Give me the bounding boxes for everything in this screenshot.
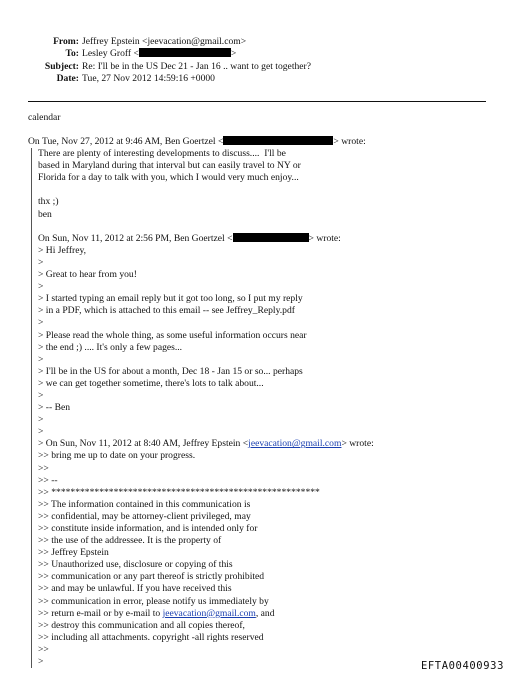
to-suffix: > [230, 48, 237, 60]
quote-line: >> ******************************************************** [38, 486, 320, 498]
header-divider [28, 101, 486, 102]
quote-line: >> [38, 643, 49, 655]
quote-line: >> The information contained in this communication is [38, 498, 251, 510]
email-link[interactable]: jeevacation@gmail.com [162, 607, 256, 619]
quote-line: >> return e-mail or by e-mail to jeevacation@gmail.com, and [38, 607, 275, 619]
subject-value: Re: I'll be in the US Dec 21 - Jan 16 .. want to get together? [82, 60, 311, 72]
quote-line: On Sun, Nov 11, 2012 at 2:56 PM, Ben Goertzel < > wrote: [38, 232, 341, 244]
quote-line: >> -- [38, 474, 58, 486]
quote-line: > we can get together sometime, there's lots to talk about... [38, 377, 264, 389]
quote-line: > [38, 426, 44, 438]
quote-line: Florida for a day to talk with you, which I would very much enjoy... [38, 172, 299, 184]
quote-line: >> confidential, may be attorney-client privileged, may [38, 510, 251, 522]
quote-line: >> bring me up to date on your progress. [38, 450, 196, 462]
quote-line: > Great to hear from you! [38, 269, 137, 281]
quote-line: > [38, 353, 44, 365]
to-prefix: Lesley Groff < [82, 48, 139, 60]
quote-line: There are plenty of interesting developments to discuss.... I'll be [38, 148, 286, 160]
quote-line: thx ;) [38, 196, 59, 208]
quote-line: >> communication in error, please notify us immediately by [38, 595, 269, 607]
redaction-box [139, 48, 231, 57]
quote-line: > On Sun, Nov 11, 2012 at 8:40 AM, Jeffrey Epstein <jeevacation@gmail.com> wrote: [38, 438, 374, 450]
date-row [0, 73, 512, 85]
quote-line: ben [38, 208, 52, 220]
to-value [82, 48, 236, 60]
quote-line: based in Maryland during that interval but can easily travel to NY or [38, 160, 301, 172]
redaction-box [233, 233, 309, 242]
quote-line: > Hi Jeffrey, [38, 244, 87, 256]
quote-line: >> destroy this communication and all copies thereof, [38, 619, 245, 631]
quoted-thread [28, 136, 498, 668]
quote-line: >> Jeffrey Epstein [38, 547, 109, 559]
from-label: From: [53, 36, 79, 47]
quote-line: >> [38, 462, 49, 474]
quote-line: > I'll be in the US for about a month, Dec 18 - Jan 15 or so... perhaps [38, 365, 303, 377]
to-label: To: [65, 48, 79, 60]
quote-line: > I started typing an email reply but it got too long, so I put my reply [38, 293, 303, 305]
quote-line: >> constitute inside information, and is intended only for [38, 523, 258, 534]
subject-label: Subject: [44, 60, 79, 72]
email-link[interactable]: jeevacation@gmail.com [248, 438, 342, 450]
quote-block [31, 148, 498, 668]
quote-line: > [38, 281, 44, 293]
quote-line: >> and may be unlawful. If you have received this [38, 583, 232, 595]
redaction-box [223, 136, 333, 145]
quote-line: > [38, 656, 44, 668]
quote-line: >> Unauthorized use, disclosure or copying of this [38, 559, 233, 571]
date-value: Tue, 27 Nov 2012 14:59:16 +0000 [82, 72, 215, 84]
message-body: calendar [28, 112, 61, 123]
email-header [0, 36, 512, 85]
quote-line [38, 221, 498, 233]
quote-line: > [38, 414, 44, 426]
quote-line: > in a PDF, which is attached to this email -- see Jeffrey_Reply.pdf [38, 305, 295, 317]
quote-line: >> including all attachments. copyright -all rights reserved [38, 631, 264, 643]
subject-row [0, 61, 512, 73]
quote-line: > Please read the whole thing, as some useful information occurs near [38, 329, 307, 341]
quote-line [38, 184, 498, 196]
quote-line: > [38, 256, 44, 268]
quote-line: >> the use of the addressee. It is the property of [38, 535, 222, 547]
quote-line: > [38, 389, 44, 401]
document-id: EFTA00400933 [420, 660, 504, 672]
date-label: Date: [56, 72, 79, 84]
quote-line: >> communication or any part thereof is strictly prohibited [38, 571, 265, 583]
quote-line: > the end ;) .... It's only a few pages... [38, 341, 183, 353]
quote-line: > -- Ben [38, 402, 71, 414]
from-value: Jeffrey Epstein <jeevacation@gmail.com> [82, 36, 247, 47]
from-row [0, 36, 512, 48]
to-row [0, 48, 512, 60]
quote-attribution: On Tue, Nov 27, 2012 at 9:46 AM, Ben Goertzel < > wrote: [28, 136, 366, 147]
quote-line: > [38, 317, 44, 329]
